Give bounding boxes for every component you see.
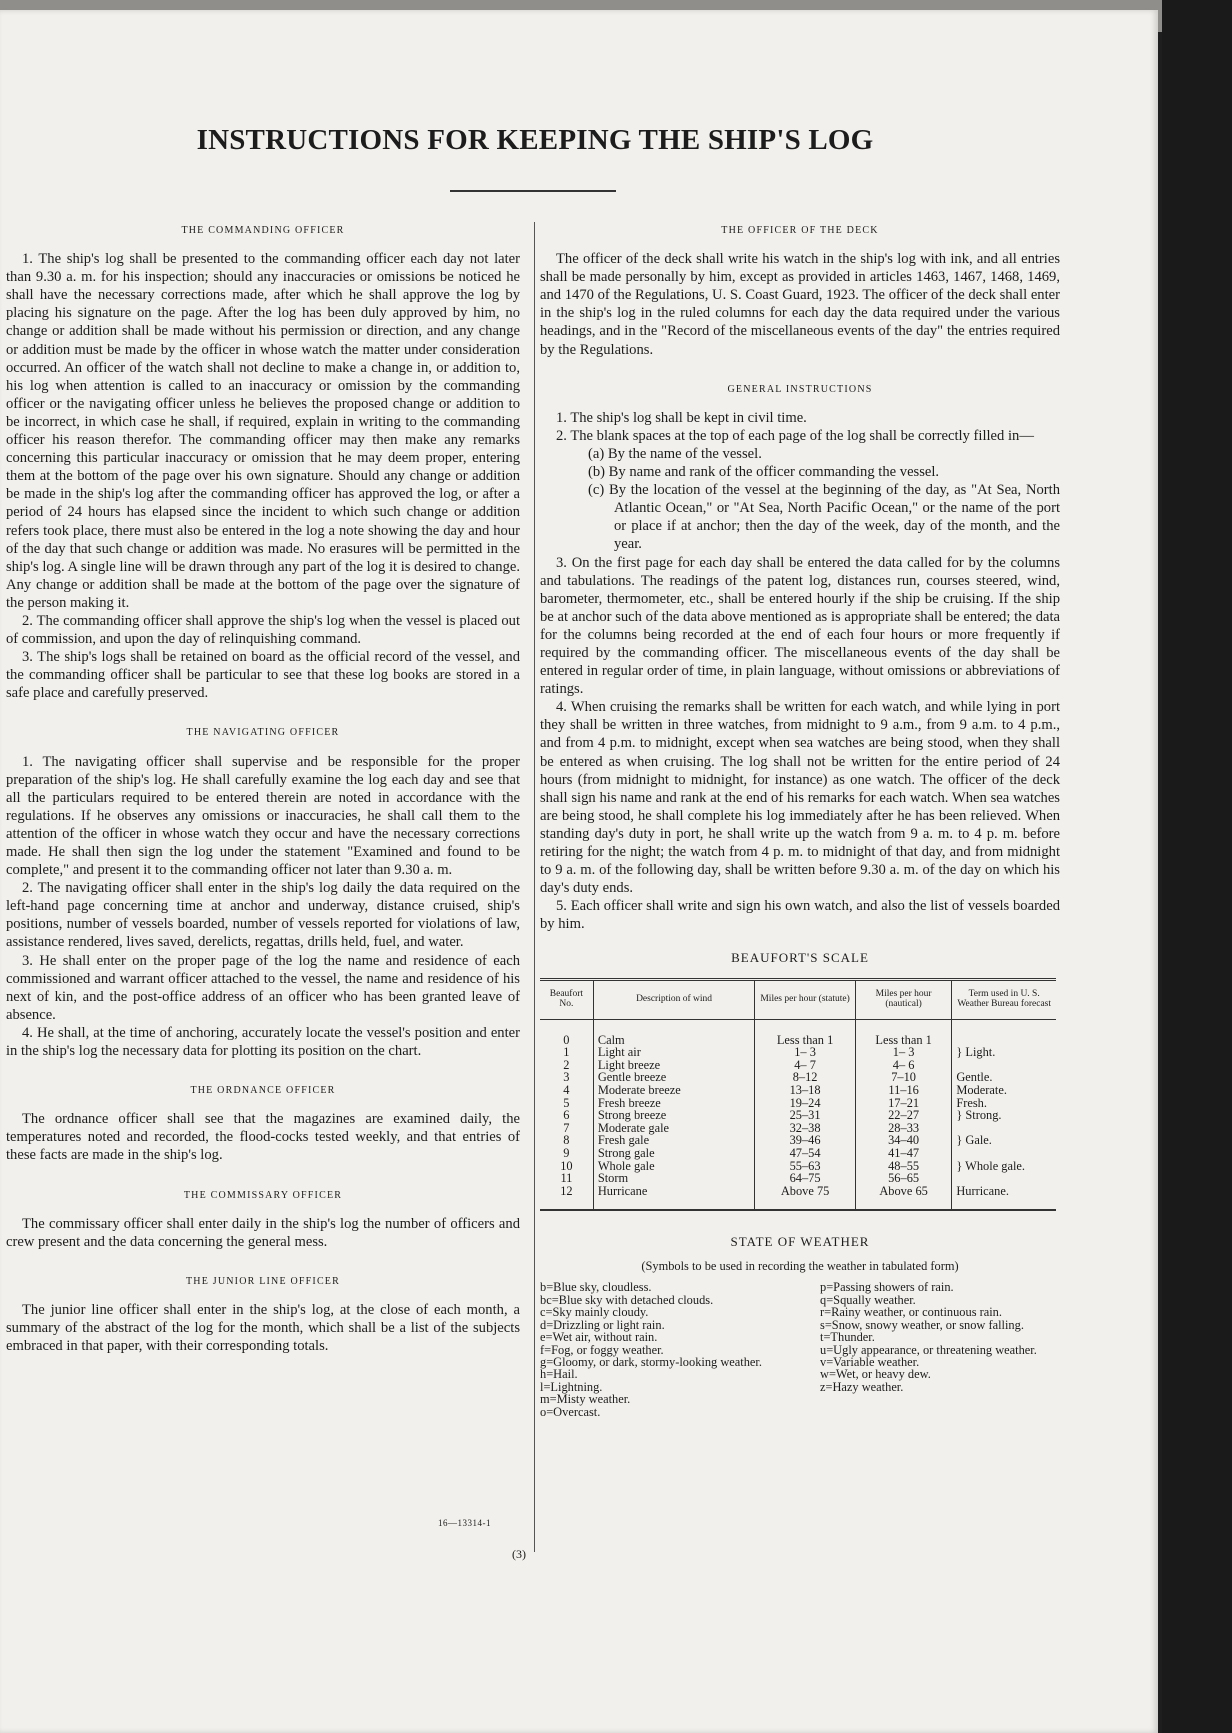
table-cell: 13–18 (755, 1084, 856, 1097)
weather-symbol-item: m=Misty weather. (540, 1392, 631, 1407)
table-cell: 6 (563, 1108, 570, 1123)
table-cell: 1– 3 (855, 1046, 951, 1059)
weather-symbol-columns (540, 1281, 1060, 1417)
table-cell: Above 65 (855, 1185, 951, 1211)
section-heading: THE COMMANDING OFFICER (181, 225, 345, 236)
section-heading: GENERAL INSTRUCTIONS (727, 383, 873, 395)
table-cell: Light breeze (593, 1059, 755, 1072)
table-cell: Gentle breeze (593, 1071, 755, 1084)
weather-symbol-item: l=Lightning. (540, 1379, 603, 1394)
section-navigating-officer (6, 724, 520, 1060)
table-cell: Fresh breeze (593, 1097, 755, 1110)
weather-symbol-item: d=Drizzling or light rain. (540, 1317, 665, 1332)
table-cell: 1– 3 (755, 1046, 856, 1059)
weather-symbol-item: g=Gloomy, or dark, stormy-looking weather. (540, 1354, 762, 1369)
table-cell: 17–21 (855, 1097, 951, 1110)
section-heading: THE COMMISSARY OFFICER (183, 1189, 343, 1201)
weather-symbol-item: z=Hazy weather. (820, 1379, 904, 1394)
table-cell: 56–65 (855, 1172, 951, 1185)
weather-symbol-item: o=Overcast. (540, 1404, 601, 1419)
paragraph: The officer of the deck shall write his watch in the ship's log with ink, and all entries shall be made personally by him, except as provided in articles 1463, 1467, 1468, 1469, and 1470 of the Regulations, U. S. Coast Guard, 1923. The officer of the deck shall enter in the ship's log in the ruled columns for each day the data required under the various headings, and in the "Record of the miscellaneous events of the day" the entries required by the Regulations. (540, 251, 1060, 358)
weather-symbol-item: w=Wet, or heavy dew. (820, 1367, 931, 1382)
paragraph: The commissary officer shall enter daily in the ship's log the number of officers and crew present and the data concerning the general mess. (6, 1215, 520, 1250)
table-cell: Calm (593, 1019, 755, 1046)
column-header: Miles per hour (statute) (755, 979, 856, 1019)
table-cell: Strong breeze (593, 1109, 755, 1122)
paragraph: 3. The ship's logs shall be retained on board as the official record of the vessel, and the commanding officer shall be particular to see that these log books are stored in a safe place and carefully preserved. (6, 649, 520, 702)
section-commissary-officer (6, 1187, 520, 1251)
paragraph: 2. The blank spaces at the top of each page of the log shall be correctly filled in— (556, 427, 1034, 444)
table-cell: } Strong. (952, 1109, 1056, 1122)
table-cell: } Gale. (952, 1134, 1056, 1147)
table-cell: } Whole gale. (952, 1160, 1056, 1173)
table-row (540, 1046, 1056, 1059)
table-cell: 19–24 (755, 1097, 856, 1110)
table-row (540, 1019, 1056, 1046)
paragraph: The junior line officer shall enter in the ship's log, at the close of each month, a summary of the abstract of the log for the month, which shall be a list of the subjects embraced in that paper, with their corresponding totals. (6, 1301, 520, 1355)
weather-symbol-item: bc=Blue sky with detached clouds. (540, 1292, 714, 1307)
table-cell: 47–54 (755, 1147, 856, 1160)
table-cell: Above 75 (755, 1185, 856, 1211)
paragraph: 4. When cruising the remarks shall be written for each watch, and while lying in port they shall be written in three watches, from midnight to 9 a.m., from 9 a.m. to 4 p.m., and from 4 p.m. to midnight, except when sea watches are being stood, when they shall be entered as when cruising. The log shall not be written for the entire period of 24 hours (from midnight to midnight, for instance) as one watch. The officer of the deck shall sign his name and rank at the end of his remarks for each watch. When sea watches are being stood, he shall complete his log immediately after he has been relieved. When standing day's duty in port, he shall write up the watch from 9 a. m. to 4 p. m. before retiring for the night; the watch from 4 p. m. to midnight of that day, and from midnight to 9 a. m. of the following day, shall be written before 9.30 a. m. of the day on which his day's duty ends. (540, 699, 1060, 897)
table-cell: 11 (560, 1171, 573, 1186)
table-cell (952, 1147, 1056, 1160)
table-cell: Hurricane (593, 1185, 755, 1211)
section-general-instructions (540, 381, 1060, 934)
table-cell: } Light. (952, 1046, 1056, 1059)
weather-symbol-item: u=Ugly appearance, or threatening weather. (820, 1342, 1037, 1357)
page-title: INSTRUCTIONS FOR KEEPING THE SHIP'S LOG (196, 124, 874, 156)
section-beaufort-scale (540, 949, 1060, 1211)
paragraph: 5. Each officer shall write and sign his own watch, and also the list of vessels boarded by him. (540, 898, 1060, 933)
table-cell: 39–46 (755, 1134, 856, 1147)
sub-item: (b) By name and rank of the officer commanding the vessel. (588, 464, 940, 481)
table-cell: 34–40 (855, 1134, 951, 1147)
table-cell: 4 (563, 1082, 570, 1097)
table-cell: 4– 6 (855, 1059, 951, 1072)
column-divider (534, 222, 535, 1552)
section-heading: THE OFFICER OF THE DECK (721, 225, 879, 236)
table-row (540, 1084, 1056, 1097)
section-commanding-officer (6, 222, 520, 702)
table-cell (952, 1019, 1056, 1046)
weather-symbol-item: t=Thunder. (820, 1330, 875, 1345)
section-heading: STATE OF WEATHER (730, 1234, 870, 1250)
table-cell: Moderate gale (593, 1122, 755, 1135)
section-state-of-weather (540, 1233, 1060, 1418)
section-heading: THE JUNIOR LINE OFFICER (186, 1275, 340, 1287)
table-cell: 9 (563, 1145, 570, 1160)
table-cell: Gentle. (952, 1071, 1056, 1084)
table-row (540, 1185, 1056, 1211)
section-officer-of-the-deck (540, 222, 1060, 359)
weather-symbol-item: h=Hail. (540, 1367, 578, 1382)
paragraph: 2. The commanding officer shall approve the ship's log when the vessel is placed out of commission, and upon the day of relinquishing command. (6, 612, 520, 648)
weather-symbol-item: s=Snow, snowy weather, or snow falling. (820, 1317, 1024, 1332)
paragraph: The ordnance officer shall see that the magazines are examined daily, the temperatures noted and recorded, the flood-cocks tested weekly, and that entries of these facts are made in the ship's log. (6, 1111, 520, 1164)
table-cell: 25–31 (755, 1109, 856, 1122)
table-cell: 22–27 (855, 1109, 951, 1122)
column-header: Term used in U. S. Weather Bureau forecast (952, 979, 1056, 1019)
weather-symbol-item: c=Sky mainly cloudy. (540, 1305, 649, 1320)
paragraph: 1. The ship's log shall be kept in civil time. (556, 409, 807, 426)
table-cell: Strong gale (593, 1147, 755, 1160)
weather-symbol-item: f=Fog, or foggy weather. (540, 1342, 664, 1357)
weather-symbol-item: r=Rainy weather, or continuous rain. (820, 1305, 1002, 1320)
weather-subtitle: (Symbols to be used in recording the weather in tabulated form) (641, 1259, 959, 1274)
left-column (6, 222, 520, 1377)
table-cell: 4– 7 (755, 1059, 856, 1072)
scan-background-right (1162, 0, 1232, 1733)
table-cell: Whole gale (593, 1160, 755, 1173)
sub-item: (c) By the location of the vessel at the beginning of the day, as "At Sea, North Atlantic Ocean," or "At Sea, North Pacific Ocean," or the name of the port or place if at anchor; then the day of the week, day of the month, and the year. (588, 482, 1060, 553)
table-cell: 12 (540, 1185, 593, 1211)
table-cell: Less than 1 (855, 1019, 951, 1046)
section-heading: THE NAVIGATING OFFICER (186, 727, 340, 739)
table-cell (952, 1172, 1056, 1185)
table-cell: Light air (593, 1046, 755, 1059)
table-cell: 8–12 (755, 1071, 856, 1084)
table-cell: 2 (563, 1057, 570, 1072)
weather-symbol-item: e=Wet air, without rain. (540, 1330, 658, 1345)
sub-item: (a) By the name of the vessel. (588, 445, 762, 462)
table-cell: Less than 1 (755, 1019, 856, 1046)
table-cell: 3 (563, 1070, 570, 1085)
table-cell: 64–75 (755, 1172, 856, 1185)
column-header: Beaufort No. (540, 979, 593, 1019)
table-cell: 7–10 (855, 1071, 951, 1084)
paragraph: 4. He shall, at the time of anchoring, accurately locate the vessel's position and enter in the ship's log the necessary data for plotting its position on the chart. (6, 1024, 520, 1060)
weather-symbol-item: q=Squally weather. (820, 1292, 916, 1307)
paragraph: 3. On the first page for each day shall be entered the data called for by the columns and tabulations. The readings of the patent log, distances run, courses steered, wind, barometer, thermometer, etc., shall be entered hourly if the ship be cruising. If the ship be at anchor such of the data above mentioned as is appropriate shall be entered; the data for the columns being recorded at the end of each four hours or more frequently if required by the commanding officer. The miscellaneous events of the day shall be entered in regular order of time, in plain language, without omissions or abbreviations of ratings. (540, 554, 1060, 698)
table-cell: Moderate. (952, 1084, 1056, 1097)
paragraph: 3. He shall enter on the proper page of the log the name and residence of each commissioned and warrant officer attached to the vessel, the name and residence of his next of kin, and the post-office address of an officer who has been granted leave of absence. (6, 952, 520, 1023)
weather-symbol-item: p=Passing showers of rain. (820, 1280, 954, 1295)
section-heading: BEAUFORT'S SCALE (731, 950, 869, 966)
table-header-row (540, 979, 1056, 1019)
table-cell: 0 (563, 1032, 570, 1047)
paragraph: 1. The navigating officer shall supervise and be responsible for the proper preparation of the ship's log. He shall carefully examine the log each day and see that all the particulars required to be entered therein are noted in accordance with the regulations. If he observes any omissions or inaccuracies, he shall call them to the attention of the officer in whose watch they occur and have the necessary corrections made. He shall then sign the log under the statement "Examined and found to be complete," and present it to the commanding officer not later than 9.30 a. m. (6, 753, 520, 879)
table-cell: 10 (560, 1158, 573, 1173)
weather-symbols-right (820, 1281, 1060, 1417)
section-junior-line-officer (6, 1273, 520, 1355)
column-header: Miles per hour (nautical) (855, 979, 951, 1019)
table-cell: 7 (563, 1120, 570, 1135)
section-ordnance-officer (6, 1082, 520, 1164)
table-row (540, 1172, 1056, 1185)
table-cell: 5 (563, 1095, 570, 1110)
page-number: (3) (512, 1547, 526, 1561)
paragraph: 1. The ship's log shall be presented to the commanding officer each day not later than 9.30 a. m. for his inspection; should any inaccuracies or omissions be noticed he shall have the necessary corrections made, after which he shall approve the log by placing his signature on the page. After the log has been duly approved by him, no change or addition shall be made without his permission or direction, and any change or addition must be made by the officer in whose watch the matter under consideration occurred. An officer of the watch shall not decline to make a change in, or addition to, his log when attention is called to an inaccuracy or omission by the commanding officer or the navigating officer unless he believes the proposed change or addition to be incorrect, in which case he shall, if required, explain in writing to the commanding officer his reason therefor. The commanding officer may then make any remarks concerning this particular inaccuracy or omission that he may deem proper, entering them at the bottom of the page over his own signature. Should any change or addition be made in the ship's log after the commanding officer has approved the log, or after a period of 24 hours has elapsed since the incident to which such change or addition refers took place, there must also be entered in the log a note showing the day and hour of the day that such change or addition was made. No erasures will be permitted in the ship's log. A single line will be drawn through any part of the log it is desired to change. Any change or addition shall be made at the bottom of the page over the signature of the person making it. (6, 251, 520, 611)
weather-symbol-item: v=Variable weather. (820, 1354, 920, 1369)
table-cell: Moderate breeze (593, 1084, 755, 1097)
table-cell: Fresh. (952, 1097, 1056, 1110)
table-cell: Storm (593, 1172, 755, 1185)
column-header: Description of wind (593, 979, 755, 1019)
table-cell: 32–38 (755, 1122, 856, 1135)
document-page (0, 10, 1158, 1733)
table-row (540, 1147, 1056, 1160)
table-cell: 11–16 (855, 1084, 951, 1097)
weather-symbols-left (540, 1281, 780, 1417)
table-cell: 48–55 (855, 1160, 951, 1173)
table-cell: Hurricane. (952, 1185, 1056, 1211)
right-column (540, 222, 1060, 1418)
table-cell: 41–47 (855, 1147, 951, 1160)
table-cell: Fresh gale (593, 1134, 755, 1147)
print-code: 16—13314-1 (438, 1518, 491, 1528)
table-cell: 1 (563, 1045, 570, 1060)
table-row (540, 1109, 1056, 1122)
title-rule (450, 190, 616, 192)
paragraph: 2. The navigating officer shall enter in the ship's log daily the data required on the left-hand page concerning time at anchor and underway, distance cruised, ship's positions, number of vessels boarded, number of vessels reported for violations of law, assistance rendered, lives saved, derelicts, regattas, drills held, fuel, and water. (6, 880, 520, 951)
weather-symbol-item: b=Blue sky, cloudless. (540, 1280, 652, 1295)
table-cell: 55–63 (755, 1160, 856, 1173)
table-cell: 28–33 (855, 1122, 951, 1135)
section-heading: THE ORDNANCE OFFICER (190, 1085, 336, 1097)
table-cell: 8 (563, 1133, 570, 1148)
beaufort-table (540, 978, 1056, 1212)
